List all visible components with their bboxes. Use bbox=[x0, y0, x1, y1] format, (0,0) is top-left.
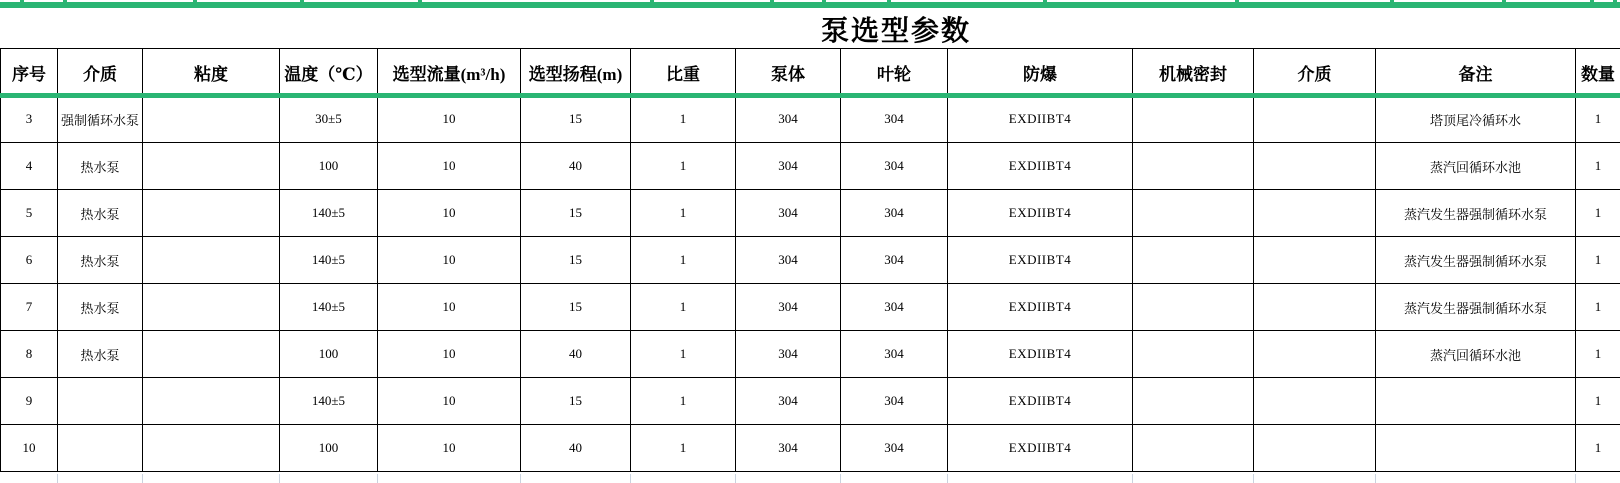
table-cell[interactable]: 1 bbox=[1576, 425, 1620, 472]
table-cell[interactable] bbox=[1133, 96, 1254, 143]
table-cell[interactable] bbox=[143, 190, 280, 237]
table-cell[interactable] bbox=[143, 143, 280, 190]
faint-gridline bbox=[1253, 474, 1254, 483]
table-cell[interactable]: 1 bbox=[1576, 378, 1620, 425]
faint-gridline bbox=[630, 474, 631, 483]
table-cell[interactable]: 100 bbox=[280, 143, 378, 190]
table-cell[interactable] bbox=[143, 378, 280, 425]
column-header-3[interactable]: 粘度 bbox=[143, 49, 280, 96]
table-cell[interactable]: 1 bbox=[631, 425, 736, 472]
table-cell[interactable]: 1 bbox=[631, 190, 736, 237]
table-row bbox=[1, 378, 1620, 425]
table-row bbox=[1, 284, 1620, 331]
table-cell[interactable]: 304 bbox=[736, 237, 841, 284]
table-cell[interactable]: 1 bbox=[631, 378, 736, 425]
table-cell[interactable] bbox=[1254, 143, 1376, 190]
column-header-1[interactable]: 序号 bbox=[1, 49, 58, 96]
table-row bbox=[1, 425, 1620, 472]
table-cell[interactable] bbox=[1133, 237, 1254, 284]
table-cell[interactable]: 140±5 bbox=[280, 190, 378, 237]
table-cell[interactable]: 1 bbox=[631, 96, 736, 143]
table-cell[interactable]: 1 bbox=[1576, 331, 1620, 378]
table-cell[interactable]: 10 bbox=[378, 190, 521, 237]
selection-band-mark bbox=[1502, 0, 1506, 3]
page-title: 泵选型参数 bbox=[820, 16, 971, 47]
selection-band-mark bbox=[887, 0, 891, 3]
table-cell[interactable] bbox=[1254, 425, 1376, 472]
selection-band-mark bbox=[63, 0, 67, 3]
selection-band-mark bbox=[770, 0, 774, 3]
table-cell[interactable]: 40 bbox=[521, 143, 631, 190]
table-cell[interactable]: 1 bbox=[1576, 96, 1620, 143]
table-cell[interactable]: 蒸汽回循环水池 bbox=[1376, 331, 1576, 378]
table-cell[interactable]: 304 bbox=[736, 96, 841, 143]
faint-gridline bbox=[1375, 474, 1376, 483]
table-cell[interactable]: 10 bbox=[378, 237, 521, 284]
selection-band-mark bbox=[822, 0, 826, 3]
column-header-14[interactable]: 数量 bbox=[1576, 49, 1620, 96]
table-cell[interactable]: 蒸汽回循环水池 bbox=[1376, 143, 1576, 190]
selection-band-mark bbox=[1590, 0, 1594, 3]
table-cell[interactable]: 10 bbox=[378, 425, 521, 472]
table-cell[interactable]: 10 bbox=[378, 284, 521, 331]
table-cell[interactable]: 10 bbox=[378, 378, 521, 425]
table-cell[interactable]: 140±5 bbox=[280, 378, 378, 425]
faint-gridline bbox=[1132, 474, 1133, 483]
table-cell[interactable]: 1 bbox=[631, 331, 736, 378]
table-cell[interactable] bbox=[1133, 143, 1254, 190]
table-cell[interactable] bbox=[1254, 284, 1376, 331]
table-cell[interactable]: 热水泵 bbox=[58, 143, 143, 190]
table-cell[interactable]: 热水泵 bbox=[58, 237, 143, 284]
selection-band-mark bbox=[1613, 0, 1617, 3]
table-cell[interactable]: 10 bbox=[378, 143, 521, 190]
table-cell[interactable]: 蒸汽发生器强制循环水泵 bbox=[1376, 190, 1576, 237]
table-cell[interactable] bbox=[1254, 96, 1376, 143]
table-cell[interactable]: EXDIIBT4 bbox=[948, 237, 1133, 284]
table-cell[interactable]: 30±5 bbox=[280, 96, 378, 143]
table-cell[interactable]: 9 bbox=[1, 378, 58, 425]
table-cell[interactable] bbox=[1254, 190, 1376, 237]
header-row bbox=[1, 49, 1620, 96]
table-cell[interactable]: 304 bbox=[841, 143, 948, 190]
table-cell[interactable]: 热水泵 bbox=[58, 190, 143, 237]
table-cell[interactable]: 1 bbox=[631, 237, 736, 284]
table-cell[interactable]: 4 bbox=[1, 143, 58, 190]
column-header-6[interactable]: 选型扬程(m) bbox=[521, 49, 631, 96]
table-cell[interactable]: 热水泵 bbox=[58, 331, 143, 378]
table-cell[interactable] bbox=[58, 378, 143, 425]
table-cell[interactable]: EXDIIBT4 bbox=[948, 284, 1133, 331]
table-cell[interactable]: 6 bbox=[1, 237, 58, 284]
table-cell[interactable] bbox=[58, 425, 143, 472]
table-cell[interactable]: 8 bbox=[1, 331, 58, 378]
faint-gridline bbox=[57, 474, 58, 483]
table-cell[interactable]: 304 bbox=[841, 331, 948, 378]
column-header-11[interactable]: 机械密封 bbox=[1133, 49, 1254, 96]
faint-gridline bbox=[377, 474, 378, 483]
table-cell[interactable]: EXDIIBT4 bbox=[948, 190, 1133, 237]
table-cell[interactable]: EXDIIBT4 bbox=[948, 331, 1133, 378]
table-cell[interactable] bbox=[143, 331, 280, 378]
table-cell[interactable]: 304 bbox=[841, 190, 948, 237]
selection-band bbox=[0, 2, 1620, 8]
table-row bbox=[1, 237, 1620, 284]
selection-band-mark bbox=[1390, 0, 1394, 3]
selection-band-mark bbox=[418, 0, 422, 3]
table-cell[interactable]: 10 bbox=[378, 331, 521, 378]
table-cell[interactable]: 7 bbox=[1, 284, 58, 331]
table-cell[interactable]: 3 bbox=[1, 96, 58, 143]
table-row bbox=[1, 143, 1620, 190]
table-cell[interactable]: 15 bbox=[521, 237, 631, 284]
table-cell[interactable]: 304 bbox=[841, 284, 948, 331]
table-cell[interactable] bbox=[1376, 425, 1576, 472]
table-cell[interactable] bbox=[143, 425, 280, 472]
column-header-13[interactable]: 备注 bbox=[1376, 49, 1576, 96]
faint-gridline bbox=[279, 474, 280, 483]
table-cell[interactable] bbox=[1133, 378, 1254, 425]
table-cell[interactable]: 40 bbox=[521, 331, 631, 378]
column-header-9[interactable]: 叶轮 bbox=[841, 49, 948, 96]
table-cell[interactable]: 1 bbox=[1576, 190, 1620, 237]
table-cell[interactable] bbox=[1376, 378, 1576, 425]
table-cell[interactable]: 强制循环水泵 bbox=[58, 96, 143, 143]
table-cell[interactable] bbox=[143, 237, 280, 284]
faint-gridline bbox=[142, 474, 143, 483]
table-cell[interactable]: 塔顶尾冷循环水 bbox=[1376, 96, 1576, 143]
table-cell[interactable]: 1 bbox=[631, 284, 736, 331]
column-header-4[interactable]: 温度（℃） bbox=[280, 49, 378, 96]
table-cell[interactable]: 40 bbox=[521, 425, 631, 472]
table-cell[interactable]: 1 bbox=[1576, 143, 1620, 190]
table-row bbox=[1, 331, 1620, 378]
faint-gridline bbox=[1575, 474, 1576, 483]
table-cell[interactable]: 15 bbox=[521, 190, 631, 237]
table-cell[interactable]: 304 bbox=[841, 378, 948, 425]
faint-gridline bbox=[520, 474, 521, 483]
table-cell[interactable]: 304 bbox=[841, 237, 948, 284]
table-cell[interactable]: 304 bbox=[841, 425, 948, 472]
table-cell[interactable]: 热水泵 bbox=[58, 284, 143, 331]
table-cell[interactable]: 304 bbox=[736, 143, 841, 190]
table-cell[interactable]: 1 bbox=[631, 143, 736, 190]
table-cell[interactable]: 100 bbox=[280, 331, 378, 378]
selection-band-mark bbox=[1043, 0, 1047, 3]
table-cell[interactable] bbox=[143, 96, 280, 143]
table-cell[interactable]: 15 bbox=[521, 96, 631, 143]
table-cell[interactable]: 140±5 bbox=[280, 237, 378, 284]
table-cell[interactable] bbox=[1254, 378, 1376, 425]
table-cell[interactable] bbox=[1133, 284, 1254, 331]
table-cell[interactable]: 15 bbox=[521, 284, 631, 331]
table-cell[interactable] bbox=[1254, 331, 1376, 378]
table-cell[interactable]: 1 bbox=[1576, 237, 1620, 284]
table-cell[interactable]: EXDIIBT4 bbox=[948, 378, 1133, 425]
table-cell[interactable]: 10 bbox=[1, 425, 58, 472]
table-cell[interactable]: 304 bbox=[841, 96, 948, 143]
table-cell[interactable]: 304 bbox=[736, 425, 841, 472]
column-header-7[interactable]: 比重 bbox=[631, 49, 736, 96]
column-header-5[interactable]: 选型流量(m³/h) bbox=[378, 49, 521, 96]
table-row bbox=[1, 190, 1620, 237]
table-cell[interactable]: 304 bbox=[736, 284, 841, 331]
table-cell[interactable] bbox=[143, 284, 280, 331]
table-cell[interactable] bbox=[1254, 237, 1376, 284]
selection-band-mark bbox=[193, 0, 197, 3]
table-cell[interactable]: EXDIIBT4 bbox=[948, 143, 1133, 190]
column-header-2[interactable]: 介质 bbox=[58, 49, 143, 96]
header-green-rule bbox=[0, 93, 1620, 98]
table-cell[interactable]: 15 bbox=[521, 378, 631, 425]
table-cell[interactable]: EXDIIBT4 bbox=[948, 425, 1133, 472]
faint-gridline bbox=[840, 474, 841, 483]
table-cell[interactable]: 100 bbox=[280, 425, 378, 472]
selection-band-mark bbox=[650, 0, 654, 3]
column-header-10[interactable]: 防爆 bbox=[948, 49, 1133, 96]
table-cell[interactable]: 1 bbox=[1576, 284, 1620, 331]
column-header-12[interactable]: 介质 bbox=[1254, 49, 1376, 96]
table-cell[interactable] bbox=[1133, 331, 1254, 378]
table-row bbox=[1, 96, 1620, 143]
table-cell[interactable]: 蒸汽发生器强制循环水泵 bbox=[1376, 284, 1576, 331]
selection-band-mark bbox=[300, 0, 304, 3]
column-header-8[interactable]: 泵体 bbox=[736, 49, 841, 96]
table-cell[interactable]: 304 bbox=[736, 190, 841, 237]
table-cell[interactable]: 5 bbox=[1, 190, 58, 237]
table-cell[interactable]: 304 bbox=[736, 331, 841, 378]
selection-band-mark bbox=[1235, 0, 1239, 3]
table-cell[interactable]: 蒸汽发生器强制循环水泵 bbox=[1376, 237, 1576, 284]
selection-band-mark bbox=[20, 0, 24, 3]
table-cell[interactable]: 10 bbox=[378, 96, 521, 143]
faint-gridline bbox=[735, 474, 736, 483]
table-cell[interactable]: EXDIIBT4 bbox=[948, 96, 1133, 143]
table-cell[interactable] bbox=[1133, 190, 1254, 237]
faint-gridline bbox=[947, 474, 948, 483]
table-cell[interactable]: 304 bbox=[736, 378, 841, 425]
table-cell[interactable]: 140±5 bbox=[280, 284, 378, 331]
pump-table bbox=[0, 48, 1620, 472]
table-cell[interactable] bbox=[1133, 425, 1254, 472]
